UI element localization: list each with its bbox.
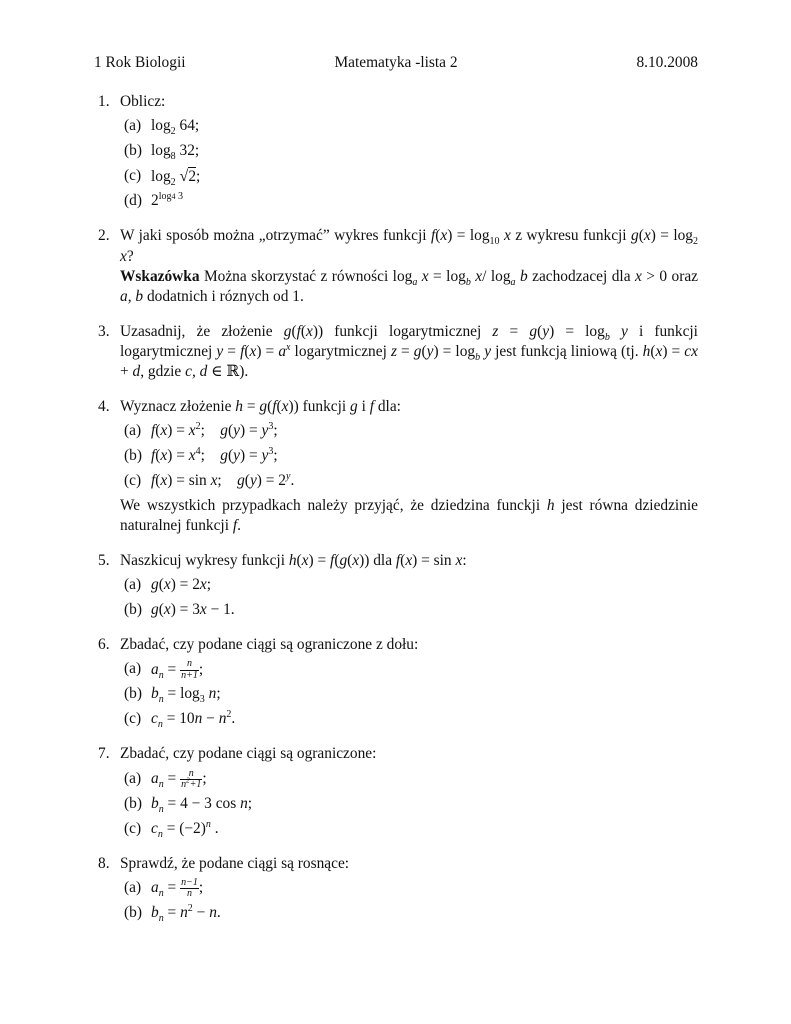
subitem-1b: [120, 141, 698, 162]
problem-5: [94, 551, 698, 621]
subitem-label: (a): [124, 117, 142, 135]
problem-4: [94, 397, 698, 537]
problem-text: Zbadać, czy podane ciągi są ograniczone:: [120, 745, 377, 763]
subitem-expression: $\log_2 64$;: [151, 117, 200, 138]
course-label: 1 Rok Biologii: [94, 54, 186, 71]
subitem-5b: [120, 600, 698, 621]
problem-3: [94, 322, 698, 383]
subitem-7c: [120, 819, 698, 840]
subitem-6b: [120, 684, 698, 705]
problem-8: [94, 854, 698, 924]
problem-number: 4.: [98, 397, 110, 415]
problem-number: 6.: [98, 635, 110, 653]
problem-2: [94, 226, 698, 307]
problem-1: [94, 92, 698, 212]
problem-number: 1.: [98, 93, 110, 110]
subitem-6a: [120, 659, 698, 680]
problem-number: 8.: [98, 854, 110, 872]
problem-6: [94, 635, 698, 730]
subitem-expression: f(x) = sin x; $g(y) = 2^y$.: [151, 470, 295, 489]
document-title: Matematyka -lista 2: [334, 54, 458, 71]
subitem-5a: [120, 575, 698, 596]
subitem-label: (b): [124, 685, 142, 703]
subitem-label: (b): [124, 794, 142, 812]
subitem-label: (d): [124, 192, 142, 210]
problem-text: Uzasadnij, że złożenie g(f(x)) funkcji logarytmicznej $z = g(y) = \log_b y$ i funkcji logarytmicznej $y = f(x) = a^x$ logarytmicznej $z = g(y) = \log_b y$ jest funkcją liniową (tj. h(x) = cx + d, gdzie c, d ∈ ℝ).: [120, 322, 698, 381]
subitem-7a: [120, 769, 698, 790]
subitem-label: (c): [124, 819, 142, 837]
subitem-1c: [120, 166, 698, 187]
problem-text: Naszkicuj wykresy funkcji h(x) = f(g(x)) dla f(x) = sin x:: [120, 551, 467, 569]
subitem-label: (a): [124, 878, 142, 896]
subitem-label: (c): [124, 710, 142, 728]
subitem-label: (a): [124, 421, 142, 439]
subitem-1d: [120, 191, 698, 212]
subitem-8a: [120, 878, 698, 899]
subitem-expression: $c_n = (-2)^n$ .: [151, 818, 219, 840]
page-header: [94, 53, 698, 75]
problem-number: 2.: [98, 227, 110, 245]
hint-label: Wskazówka: [120, 267, 200, 285]
subitem-label: (c): [124, 167, 142, 185]
problem-text: Oblicz:: [120, 93, 166, 110]
subitem-expression: $2^{log4 3}$: [151, 191, 183, 210]
subitem-expression: $c_n = 10n - n^2$.: [151, 709, 236, 731]
problem-text: Sprawdź, że podane ciągi są rosnące:: [120, 854, 350, 872]
subitem-label: (b): [124, 903, 142, 921]
subitem-expression: $f(x) = x^4$; $g(y) = y^3$;: [151, 445, 278, 464]
subitem-expression: $b_n = 4 - 3$ cos n;: [151, 794, 253, 815]
subitem-label: (b): [124, 446, 142, 464]
subitem-4c: [120, 471, 698, 492]
subitem-label: (a): [124, 660, 142, 678]
subitem-1a: [120, 116, 698, 137]
problem-note: We wszystkich przypadkach należy przyjąć, że dziedzina funckji h jest równa dziedzinie naturalnej funkcji f.: [120, 496, 699, 535]
subitem-expression: $a_n$ = $\frac{n}{n^2+1}$ ;: [151, 767, 207, 791]
subitem-8b: [120, 903, 698, 924]
problem-text: Wyznacz złożenie h = g(f(x)) funkcji g i f dla:: [120, 397, 401, 415]
subitem-label: (b): [124, 142, 142, 160]
subitem-7b: [120, 794, 698, 815]
subitem-expression: $a_n$ = $\frac{n}{n+1}$ ;: [151, 658, 204, 681]
subitem-4a: [120, 421, 698, 442]
subitem-label: (b): [124, 600, 142, 618]
subitem-expression: $\log_2 √2$;: [151, 168, 201, 189]
subitem-expression: $a_n$ = $\frac{n-1}{n}$ ;: [151, 876, 204, 900]
subitem-label: (c): [124, 471, 142, 489]
problem-list: [94, 92, 698, 934]
subitem-label: (a): [124, 769, 142, 787]
problem-number: 3.: [98, 322, 110, 340]
hint-text: Wskazówka Można skorzystać z równości $\log_a x = \log_b x/$ $\log_a b$ zachodzacej dla x > 0 oraz a, b dodatnich i róznych od 1.: [120, 267, 698, 306]
subitem-label: (a): [124, 575, 142, 593]
problem-number: 5.: [98, 551, 110, 569]
problem-7: [94, 744, 698, 839]
subitem-expression: $f(x) = x^2$; $g(y) = y^3$;: [151, 420, 278, 439]
subitem-4b: [120, 446, 698, 467]
problem-number: 7.: [98, 745, 110, 763]
subitem-expression: $\log_8 32$;: [151, 142, 200, 163]
subitem-expression: $b_n = \log_3 n$;: [151, 685, 221, 706]
problem-text: Zbadać, czy podane ciągi są ograniczone z dołu:: [120, 635, 419, 653]
subitem-expression: g(x) = 2x;: [151, 575, 212, 593]
subitem-expression: g(x) = 3x − 1.: [151, 600, 235, 618]
document-date: 8.10.2008: [636, 54, 698, 71]
problem-text: W jaki sposób można „otrzymać” wykres funkcji $f(x) = \log_{10} x$ z wykresu funkcji $g(x) = \log_2 x$?: [120, 227, 698, 265]
subitem-6c: [120, 709, 698, 730]
subitem-expression: $b_n = n^2 - n$.: [151, 902, 221, 924]
